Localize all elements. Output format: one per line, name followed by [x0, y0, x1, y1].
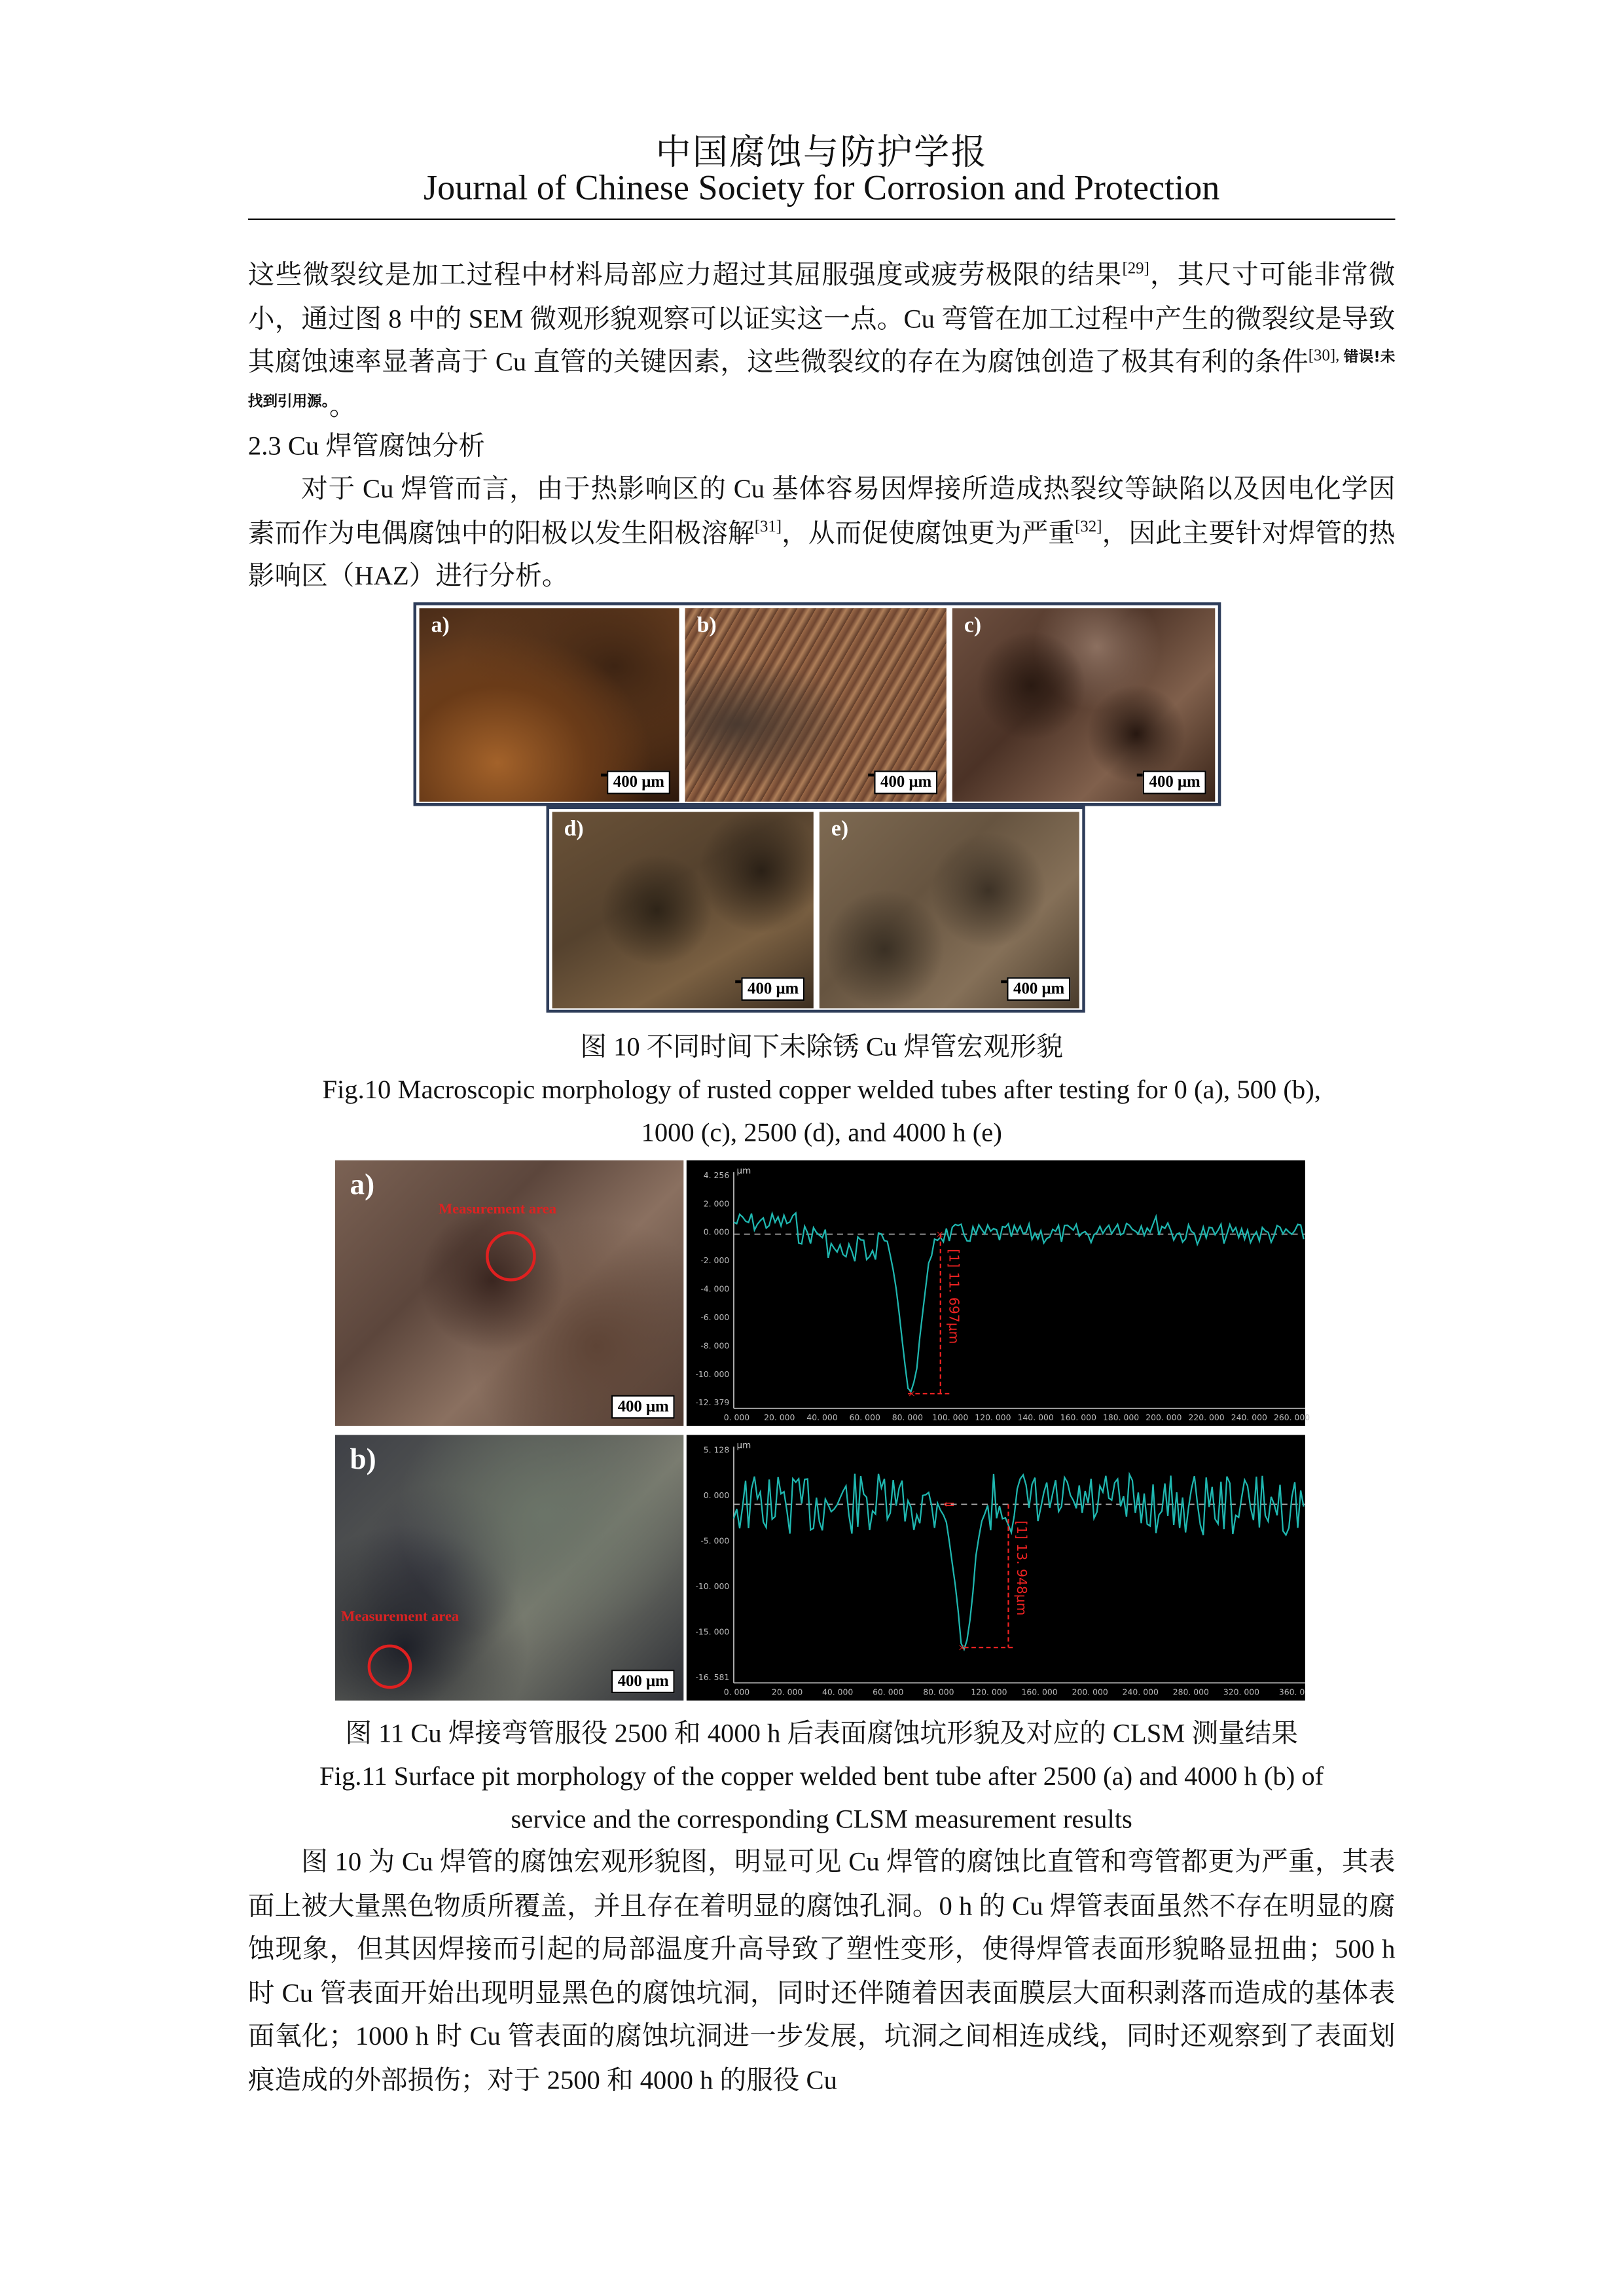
fig11a-x-tick: 160. 000 [1060, 1412, 1096, 1422]
p2-text-1: 对于 Cu 焊管而言，由于热影响区的 Cu 基体容易因焊接所造成热裂纹等缺陷以及因电化学因素而作为电偶腐蚀中的阳极以发生阳极溶解 [247, 474, 1396, 547]
reference-error: 错误!未找到引用源。 [247, 350, 1396, 410]
fig10-panel-d-label: d) [564, 817, 584, 842]
fig11b-scale: 400 μm [612, 1670, 675, 1693]
fig10-panel-a-scale: 400 μm [607, 770, 670, 794]
fig11b-x-tick: 160. 000 [1021, 1687, 1058, 1697]
header-rule [248, 219, 1396, 220]
fig11b-x-tick: 40. 000 [822, 1687, 854, 1697]
citation-29[interactable]: [29] [1122, 259, 1149, 278]
fig11b-x-tick: 360. 0 [1278, 1687, 1305, 1697]
fig10-panel-b-label: b) [696, 614, 717, 638]
p1-text-1: 这些微裂纹是加工过程中材料局部应力超过其屈服强度或疲劳极限的结果 [247, 259, 1123, 290]
fig10-panel-c-label: c) [964, 614, 982, 638]
fig11a-x-tick: 220. 000 [1188, 1412, 1225, 1422]
fig11b-x-tick: 120. 000 [971, 1687, 1007, 1697]
fig11a-profile-line [734, 1213, 1304, 1391]
fig11b-x-tick: 200. 000 [1072, 1687, 1108, 1697]
fig11b-x-tick: 320. 000 [1223, 1687, 1260, 1697]
fig10-panel-d-scale: 400 μm [742, 977, 804, 1001]
fig11a-x-tick: 100. 000 [932, 1412, 969, 1422]
fig11a-cross-top-icon: × [935, 1227, 944, 1242]
fig11a-x-tick: 40. 000 [806, 1412, 838, 1422]
paragraph-2 [248, 468, 1396, 599]
fig10-panel-c-scale: 400 μm [1144, 770, 1206, 794]
fig10-panel-e [820, 812, 1079, 1009]
fig10-caption-en-2: 1000 (c), 2500 (d), and 4000 h (e) [641, 1117, 1002, 1147]
fig11a-x-tick: 240. 000 [1231, 1412, 1267, 1422]
fig11b-measurement-circle-icon [368, 1645, 412, 1689]
p1-text-2: ，其尺寸可能非常微小，通过图 8 中的 SEM 微观形貌观察可以证实这一点。Cu 弯管在加工过程中产生的微裂纹是导致其腐蚀速率显著高于 Cu 直管的关键因素，这些微裂纹的存在为腐蚀创造了极其有利的条件 [247, 259, 1396, 377]
journal-title-cn: 中国腐蚀与防护学报 [655, 134, 988, 173]
fig11a-x-tick: 20. 000 [764, 1412, 795, 1422]
fig10-panel-e-label: e) [831, 817, 849, 842]
fig11a-y-tick: -2. 000 [700, 1255, 730, 1266]
fig10-panel-b [685, 608, 947, 801]
fig11b-depth-label: [1] 13. 948μm [1014, 1520, 1030, 1616]
fig11a-y-tick: -8. 000 [700, 1340, 730, 1351]
fig11a-cross-bottom-icon: × [908, 1386, 916, 1401]
citation-30[interactable]: [30], [1308, 347, 1344, 365]
fig11a-x-tick: 140. 000 [1017, 1412, 1054, 1422]
fig11b-plot-svg [687, 1435, 1305, 1700]
fig11a-x-tick: 260. 000 [1273, 1412, 1310, 1422]
fig11b-cross-bottom-icon: × [958, 1640, 966, 1655]
fig11b-x-tick: 20. 000 [771, 1687, 803, 1697]
fig11a-y-tick: -10. 000 [695, 1369, 730, 1379]
fig11-caption-en-2: service and the corresponding CLSM measurement results [511, 1804, 1132, 1834]
journal-title-en: Journal of Chinese Society for Corrosion and Protection [424, 170, 1220, 209]
fig11b-x-tick: 0. 000 [723, 1687, 750, 1697]
fig11b-measurement-text: Measurement area [341, 1609, 460, 1626]
fig11b-arrow-icon: ⇐ [943, 1498, 955, 1513]
p1-text-3: 。 [329, 391, 356, 421]
fig11b-unit: μm [736, 1440, 751, 1451]
fig11b-plot [687, 1435, 1305, 1700]
fig11b-x-tick: 240. 000 [1122, 1687, 1159, 1697]
fig11b-photo [335, 1435, 683, 1700]
fig10-panel-a [420, 608, 679, 801]
fig11a-y-tick: -6. 000 [700, 1312, 730, 1322]
fig11a-x-tick: 60. 000 [849, 1412, 880, 1422]
fig11a-depth-label: [1] 11. 697μm [946, 1249, 962, 1344]
fig11b-y-tick: -16. 581 [695, 1672, 730, 1682]
fig11a-label: a) [350, 1169, 375, 1202]
p2-text-2: ，从而促使腐蚀更为严重 [782, 517, 1075, 547]
fig10-panel-b-scale: 400 μm [875, 770, 937, 794]
fig10-panel-e-scale: 400 μm [1007, 977, 1070, 1001]
paragraph-1 [248, 254, 1396, 429]
fig11a-x-tick: 80. 000 [892, 1412, 924, 1422]
fig11b-y-tick: 0. 000 [703, 1490, 730, 1500]
fig11a-x-tick: 180. 000 [1103, 1412, 1140, 1422]
fig11a-photo [335, 1160, 683, 1426]
fig11a-measurement-text: Measurement area [438, 1201, 557, 1218]
fig11a-plot [687, 1160, 1310, 1426]
fig11b-x-tick: 60. 000 [873, 1687, 904, 1697]
paragraph-3: 图 10 为 Cu 焊管的腐蚀宏观形貌图，明显可见 Cu 焊管的腐蚀比直管和弯管都更为严重，其表面上被大量黑色物质所覆盖，并且存在着明显的腐蚀孔洞。0 h 的 Cu 焊管表面虽然不存在明显的腐蚀现象，但其因焊接而引起的局部温度升高导致了塑性变形，使得焊管表面形貌略显扭曲；500 h 时 Cu 管表面开始出现明显黑色的腐蚀坑洞，同时还伴随着因表面膜层大面积剥落而造成的基体表面氧化；1000 h 时 Cu 管表面的腐蚀坑洞进一步发展，坑洞之间相连成线，同时还观察到了表面划痕造成的外部损伤；对于 2500 和 4000 h 的服役 Cu [247, 1846, 1396, 2095]
fig11b-label: b) [350, 1443, 376, 1477]
p2-text-3: ，因此主要针对焊管的热影响区（HAZ）进行分析。 [247, 517, 1396, 591]
fig11a-measurement-circle-icon [486, 1231, 536, 1282]
fig11a-y-tick: -12. 379 [695, 1397, 730, 1408]
fig11b-y-tick: -5. 000 [700, 1535, 730, 1546]
fig10-caption-cn: 图 10 不同时间下未除锈 Cu 焊管宏观形貌 [580, 1031, 1063, 1062]
citation-32[interactable]: [32] [1075, 517, 1102, 535]
fig11b-x-tick: 280. 000 [1172, 1687, 1209, 1697]
fig11a-y-tick: 4. 256 [703, 1170, 730, 1180]
fig10-panel-a-label: a) [431, 614, 450, 638]
fig11b-y-tick: -10. 000 [695, 1581, 730, 1591]
fig11a-y-tick: -4. 000 [700, 1283, 730, 1294]
citation-31[interactable]: [31] [754, 517, 782, 535]
section-heading: 2.3 Cu 焊管腐蚀分析 [247, 431, 485, 461]
fig11b-y-tick: 5. 128 [703, 1444, 730, 1455]
fig11a-plot-svg [687, 1160, 1310, 1426]
fig11a-x-tick: 120. 000 [975, 1412, 1011, 1422]
fig11-caption-cn: 图 11 Cu 焊接弯管服役 2500 和 4000 h 后表面腐蚀坑形貌及对应的 CLSM 测量结果 [345, 1718, 1298, 1748]
fig11a-x-tick: 0. 000 [723, 1412, 750, 1422]
fig11-caption-en-1: Fig.11 Surface pit morphology of the copper welded bent tube after 2500 (a) and 4000 h (b) of [319, 1761, 1324, 1791]
fig11a-scale: 400 μm [612, 1395, 675, 1418]
fig10-panel-d [552, 812, 814, 1009]
fig10-caption-en-1: Fig.10 Macroscopic morphology of rusted copper welded tubes after testing for 0 (a), 500 (b), [322, 1075, 1321, 1105]
fig11a-y-tick: 0. 000 [703, 1227, 730, 1237]
fig11a-y-tick: 2. 000 [703, 1198, 730, 1209]
fig11b-x-tick: 80. 000 [923, 1687, 954, 1697]
fig11a-unit: μm [736, 1166, 751, 1177]
fig11a-x-tick: 200. 000 [1146, 1412, 1182, 1422]
fig11b-y-tick: -15. 000 [695, 1626, 730, 1637]
fig10-panel-c [952, 608, 1215, 801]
